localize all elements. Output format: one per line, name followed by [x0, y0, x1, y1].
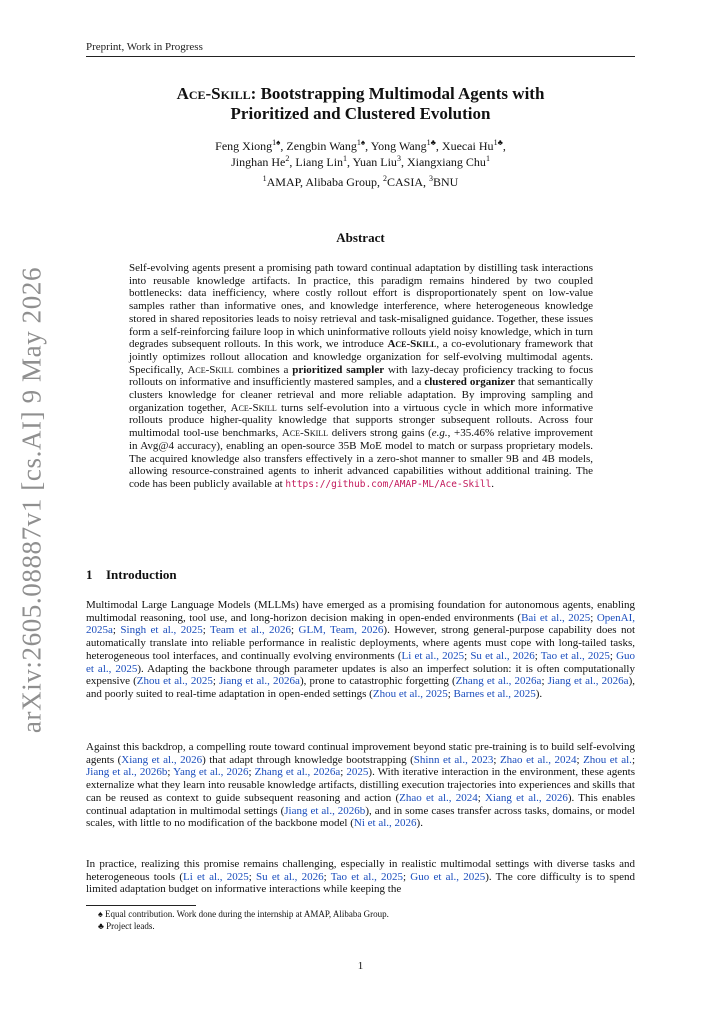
author-name: Yuan Liu — [352, 155, 397, 169]
method-name: Ace-Skill — [281, 427, 329, 440]
citation-link[interactable]: GLM, Team, 2026 — [298, 624, 384, 637]
citation-link[interactable]: Guo et al., 2025 — [410, 870, 486, 883]
abstract-text: delivers strong gains ( — [328, 427, 432, 440]
author-name: Yong Wang — [370, 139, 427, 153]
author-separator: , — [365, 139, 371, 153]
author-separator: , — [435, 139, 442, 153]
affiliation-name: AMAP, Alibaba Group — [266, 175, 377, 189]
spade-icon: ♠ — [98, 909, 103, 919]
citation-link[interactable]: Barnes et al., 2025 — [453, 687, 536, 700]
footnote-text: Equal contribution. Work done during the internship at AMAP, Alibaba Group. — [105, 909, 389, 919]
paragraph-text: ) that adapt through knowledge bootstrapping ( — [202, 753, 414, 766]
author-name: Xiangxiang Chu — [406, 155, 486, 169]
author-mark: 3 — [396, 154, 401, 163]
affiliations — [86, 175, 635, 190]
author-mark: 1 — [343, 154, 348, 163]
intro-paragraph-1 — [86, 599, 635, 701]
author-mark: 1 — [485, 154, 490, 163]
citation-link[interactable]: Xiang et al., 2026 — [484, 791, 568, 804]
key-term: prioritized sampler — [292, 363, 385, 376]
author-separator: , — [347, 155, 353, 169]
paragraph-text: ; — [590, 611, 597, 624]
author-name: Xuecai Hu — [441, 139, 494, 153]
paragraph-text: ; — [202, 624, 211, 637]
paragraph-text: ), and in some cases transfer across tasks, domains, or model scales, with little to no modification of the backbone model ( — [86, 804, 635, 830]
paragraph-text: ; — [541, 675, 548, 688]
paragraph-text: ). — [416, 817, 423, 830]
author-line-2 — [86, 154, 635, 170]
citation-link[interactable]: Shinn et al., 2023 — [413, 753, 494, 766]
author-separator: , — [502, 139, 506, 153]
paragraph-text: ), and poorly suited to real-time adaptation in open-ended settings ( — [86, 675, 635, 700]
author-name: Zengbin Wang — [286, 139, 357, 153]
paper-title — [86, 84, 635, 124]
citation-link[interactable]: Jiang et al., 2026b — [284, 804, 366, 817]
footnote-text: Project leads. — [106, 921, 155, 931]
paragraph-text: ; — [212, 675, 220, 688]
citation-link[interactable]: Su et al., 2026 — [256, 870, 324, 883]
section-title: Introduction — [106, 567, 177, 582]
paragraph-text: ). With iterative interaction in the environment, these agents externalize what they learn into reusable knowledge artifacts, distilling execution trajectories into experiences and skills that can be reused as context to guide subsequent reasoning and action ( — [86, 766, 635, 804]
citation-link[interactable]: Li et al., 2025 — [401, 649, 465, 662]
citation-link[interactable]: Su et al., 2026 — [470, 649, 535, 662]
paragraph-text: ; — [403, 870, 411, 883]
abstract-text: that semantically clusters knowledge for cleaner retrieval and more reliable adaptation. By improving sampling and organization together, — [129, 376, 593, 414]
footnote-1 — [98, 909, 628, 920]
abstract-text: , a co-evolutionary framework that jointly optimizes rollout allocation and knowledge organization for self-evolving multimodal agents. Specifically, — [129, 338, 593, 376]
paragraph-text: ; — [112, 624, 121, 637]
intro-paragraph-3 — [86, 858, 635, 896]
paragraph-text: Against this backdrop, a compelling route toward continual improvement beyond static pre-training is to build self-evolving agents ( — [86, 741, 635, 766]
citation-link[interactable]: Jiang et al., 2026b — [86, 766, 168, 779]
citation-link[interactable]: 2025 — [346, 766, 369, 779]
paragraph-text: ; — [631, 753, 635, 766]
citation-link[interactable]: Yang et al., 2026 — [173, 766, 249, 779]
citation-link[interactable]: Zhou et al., 2025 — [372, 687, 448, 700]
author-mark: 1♣ — [493, 138, 503, 147]
abstract-body — [129, 262, 593, 492]
paragraph-text: ; — [447, 687, 454, 700]
author-line-1 — [86, 138, 635, 154]
author-mark: 1♣ — [426, 138, 436, 147]
citation-link[interactable]: Guo et al., 2025 — [86, 649, 636, 675]
intro-paragraph-2 — [86, 741, 635, 830]
paragraph-text: ; — [493, 753, 500, 766]
affiliation-mark: 2 — [382, 174, 387, 183]
running-header: Preprint, Work in Progress — [86, 41, 635, 57]
author-list — [86, 138, 635, 170]
affiliation-name: BNU — [433, 175, 459, 189]
code-link[interactable]: https://github.com/AMAP-ML/Ace-Skill — [285, 478, 492, 490]
arxiv-stamp — [8, 266, 56, 734]
method-name: Ace-Skill — [176, 84, 251, 103]
section-heading — [86, 567, 635, 583]
citation-link[interactable]: Zhou et al., 2025 — [136, 675, 213, 688]
paragraph-text: ; — [464, 649, 471, 662]
author-mark: 2 — [285, 154, 290, 163]
abstract-text: e.g. — [431, 427, 448, 440]
author-name: Feng Xiong — [215, 139, 273, 153]
method-name: Ace-Skill — [230, 401, 277, 414]
paragraph-text: ; — [477, 791, 485, 804]
citation-link[interactable]: Jiang et al., 2026a — [547, 675, 629, 688]
citation-link[interactable]: Team et al., 2026 — [210, 624, 292, 637]
paragraph-text: ; — [248, 870, 257, 883]
paragraph-text: Multimodal Large Language Models (MLLMs) have emerged as a promising foundation for autonomous agents, enabling multimodal reasoning, tool use, and long-horizon decision making in open-ended environments ( — [86, 599, 635, 624]
citation-link[interactable]: Zhao et al., 2024 — [499, 753, 577, 766]
paragraph-text: ). However, strong general-purpose capability does not automatically translate into reliable performance in realistic deployments, where agents must cope with long-tailed tasks, heterogeneous tool interfaces, and continually evolving environments ( — [86, 624, 635, 662]
footnote-2 — [98, 921, 628, 932]
author-name: Jinghan He — [231, 155, 286, 169]
citation-link[interactable]: OpenAI, 2025a — [86, 611, 635, 637]
affiliation-mark: 1 — [262, 174, 267, 183]
author-separator: , — [400, 155, 407, 169]
arxiv-id: arXiv:2605.08887v1 [cs.AI] 9 May 2026 — [16, 266, 47, 734]
author-name: Liang Lin — [295, 155, 344, 169]
footnote-rule — [86, 905, 196, 906]
abstract-text: , +35.46% relative improvement in Avg@4 accuracy), enabling an open-source 35B MoE model to match or surpass proprietary models. The acquired knowledge also transfers effectively in a zero-shot manner to smaller 9B and 4B models, allowing resource-constrained agents to inherit advanced capabilities without additional training. The code has been publicly available at — [129, 427, 593, 490]
paragraph-text: ; — [340, 766, 347, 779]
method-name: Ace-Skill — [187, 363, 234, 376]
paragraph-text: In practice, realizing this promise remains challenging, especially in realistic multimodal settings with diverse tasks and heterogeneous tools ( — [86, 858, 635, 883]
citation-link[interactable]: Zhou et al. — [583, 753, 632, 766]
author-mark: 1♠ — [356, 138, 366, 147]
citation-link[interactable]: Tao et al., 2025 — [540, 649, 610, 662]
method-name: Ace-Skill — [387, 338, 437, 351]
title-line2: Prioritized and Clustered Evolution — [230, 104, 491, 123]
club-icon: ♣ — [98, 921, 104, 931]
paragraph-text: ; — [167, 766, 174, 779]
paragraph-text: ; — [534, 649, 541, 662]
abstract-text: with lazy-decay proficiency tracking to focus rollouts on informative and insufficiently mastered samples, and a — [129, 363, 593, 389]
page-number: 1 — [357, 960, 364, 972]
affiliation-separator: , — [423, 175, 429, 189]
paragraph-text: ). This enables continual adaptation in multimodal settings ( — [86, 791, 635, 817]
abstract-text: Self-evolving agents present a promising path toward continual adaptation by distilling task interactions into reusable knowledge artifacts. In practice, this paradigm remains hindered by two coupled bottlenecks: data inefficiency, where costly rollout effort is disproportionately spent on low-value samples rather than informative ones, and knowledge interference, where heterogeneous knowledge stored in shared repositories leads to noisy retrieval and task-misaligned guidance. Together, these issues form a self-reinforcing failure loop in which uninformative rollouts yield noisy knowledge, which in turn degrades subsequent rollouts. In this work, we introduce — [129, 262, 593, 351]
citation-link[interactable]: Li et al., 2025 — [183, 870, 249, 883]
paragraph-text: ). Adapting the backbone through parameter updates is also an imperfect solution: it is often computationally expensive ( — [86, 662, 635, 688]
paragraph-text: ), prone to catastrophic forgetting ( — [299, 675, 456, 688]
abstract-text: . — [491, 477, 495, 490]
citation-link[interactable]: Xiang et al., 2026 — [121, 753, 203, 766]
citation-link[interactable]: Zhao et al., 2024 — [399, 791, 478, 804]
author-separator: , — [289, 155, 296, 169]
section-number: 1 — [86, 567, 93, 582]
paragraph-text: ; — [248, 766, 255, 779]
abstract-text: turns self-evolution into a virtuous cycle in which more informative rollouts produce higher-quality knowledge that supports stronger subsequent rollouts. Across four multimodal tool-use benchmarks, — [129, 401, 593, 440]
paragraph-text: ). The core difficulty is to spend limited adaptation budget on informative interactions while keeping the — [86, 870, 635, 896]
author-separator: , — [280, 139, 287, 153]
paragraph-text: ; — [609, 649, 617, 662]
abstract-heading: Abstract — [336, 230, 385, 245]
citation-link[interactable]: Singh et al., 2025 — [120, 624, 203, 637]
citation-link[interactable]: Bai et al., 2025 — [521, 611, 591, 624]
author-mark: 1♠ — [272, 138, 281, 147]
citation-link[interactable]: Tao et al., 2025 — [330, 870, 404, 883]
paragraph-text: ; — [323, 870, 331, 883]
citation-link[interactable]: Jiang et al., 2026a — [219, 675, 300, 688]
paragraph-text: ; — [576, 753, 584, 766]
paragraph-text: ). — [535, 687, 543, 700]
affiliation-separator: , — [376, 175, 383, 189]
affiliation-name: CASIA — [386, 175, 423, 189]
paragraph-text: ; — [291, 624, 299, 637]
key-term: clustered organizer — [424, 376, 516, 389]
title-line1: : Bootstrapping Multimodal Agents with — [250, 84, 545, 103]
abstract-text: combines a — [233, 363, 293, 376]
citation-link[interactable]: Ni et al., 2026 — [353, 817, 417, 830]
citation-link[interactable]: Zhang et al., 2026a — [455, 675, 542, 688]
affiliation-mark: 3 — [429, 174, 433, 183]
citation-link[interactable]: Zhang et al., 2026a — [254, 766, 341, 779]
